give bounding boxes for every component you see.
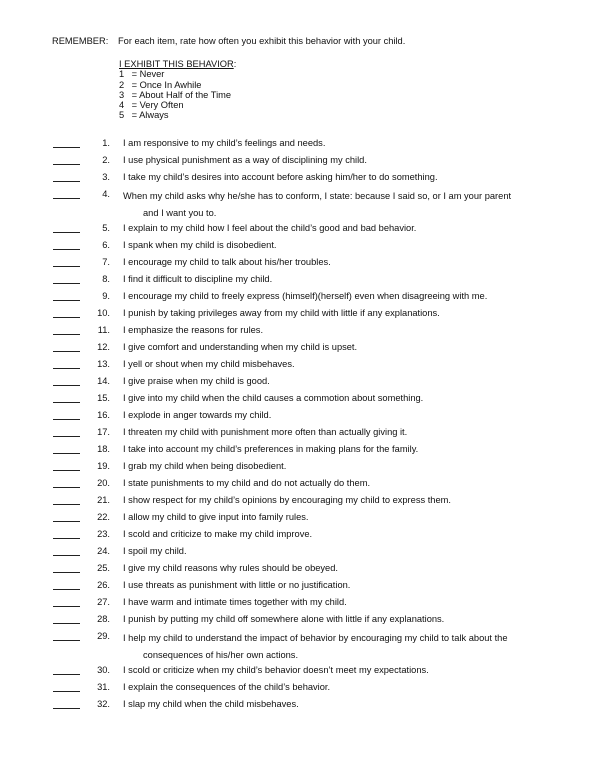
question-row	[0, 240, 600, 254]
question-number: 13.	[97, 359, 110, 369]
question-row	[0, 546, 600, 560]
question-text-line: I emphasize the reasons for rules.	[123, 325, 264, 335]
question-text	[123, 512, 309, 522]
question-text-line: I punish by putting my child off somewhere alone with little if any explanations.	[123, 614, 445, 624]
question-row	[0, 376, 600, 390]
question-number: 14.	[97, 376, 110, 386]
question-text-line: I scold or criticize when my child’s behavior doesn’t meet my expectations.	[123, 665, 429, 675]
question-row	[0, 393, 600, 407]
question-text-line: I encourage my child to talk about his/her troubles.	[123, 257, 331, 267]
question-row	[0, 614, 600, 628]
question-number: 9.	[102, 291, 110, 301]
question-text-line: I am responsive to my child’s feelings and needs.	[123, 138, 326, 148]
question-number: 21.	[97, 495, 110, 505]
answer-blank[interactable]	[53, 538, 80, 539]
question-number: 12.	[97, 342, 110, 352]
question-number: 26.	[97, 580, 110, 590]
answer-blank[interactable]	[53, 504, 80, 505]
scale-option-label: = Once In Awhile	[131, 79, 202, 90]
question-text	[123, 138, 325, 148]
question-row	[0, 597, 600, 611]
question-text-line: I state punishments to my child and do not actually do them.	[123, 478, 371, 488]
question-row	[0, 189, 600, 218]
question-row	[0, 665, 600, 679]
question-number: 5.	[102, 223, 110, 233]
question-text	[123, 410, 271, 420]
question-text-line: I encourage my child to freely express (himself)(herself) even when disagreeing with me.	[123, 291, 488, 301]
question-row	[0, 631, 600, 660]
answer-blank[interactable]	[53, 300, 80, 301]
question-number: 6.	[102, 240, 110, 250]
question-text	[123, 308, 440, 318]
question-row	[0, 529, 600, 543]
question-row	[0, 138, 600, 152]
remember-label: REMEMBER:	[52, 36, 109, 46]
question-row	[0, 478, 600, 492]
question-row	[0, 223, 600, 237]
question-number: 1.	[102, 138, 110, 148]
answer-blank[interactable]	[53, 368, 80, 369]
question-row	[0, 495, 600, 509]
scale-option-label: = Never	[131, 69, 165, 80]
answer-blank[interactable]	[53, 419, 80, 420]
question-text-line: I explain the consequences of the child’s behavior.	[123, 682, 331, 692]
rating-scale-colon: :	[233, 59, 237, 69]
answer-blank[interactable]	[53, 487, 80, 488]
question-text-line: I allow my child to give input into family rules.	[123, 512, 309, 522]
answer-blank[interactable]	[53, 453, 80, 454]
answer-blank[interactable]	[53, 589, 80, 590]
answer-blank[interactable]	[53, 181, 80, 182]
question-number: 7.	[102, 257, 110, 267]
answer-blank[interactable]	[53, 283, 80, 284]
answer-blank[interactable]	[53, 385, 80, 386]
question-text-line: I show respect for my child’s opinions by encouraging my child to express them.	[123, 495, 451, 505]
question-number: 25.	[97, 563, 110, 573]
scale-option-label: = About Half of the Time	[131, 89, 232, 100]
answer-blank[interactable]	[53, 249, 80, 250]
question-text	[123, 614, 444, 624]
question-row	[0, 563, 600, 577]
answer-blank[interactable]	[53, 266, 80, 267]
question-row	[0, 444, 600, 458]
question-row	[0, 682, 600, 696]
question-row	[0, 291, 600, 305]
question-row	[0, 308, 600, 322]
question-number: 22.	[97, 512, 110, 522]
question-text	[123, 240, 276, 250]
question-text-continuation: consequences of his/her own actions.	[143, 650, 299, 660]
question-row	[0, 512, 600, 526]
question-text	[123, 393, 423, 403]
answer-blank[interactable]	[53, 623, 80, 624]
question-text	[123, 478, 370, 488]
question-row	[0, 580, 600, 594]
question-text	[123, 155, 367, 165]
scale-option-number: 5	[119, 110, 125, 121]
question-row	[0, 359, 600, 373]
answer-blank[interactable]	[53, 147, 80, 148]
question-text-line: I threaten my child with punishment more often than actually giving it.	[123, 427, 408, 437]
question-number: 31.	[97, 682, 110, 692]
scale-option-number: 4	[119, 100, 125, 111]
question-number: 15.	[97, 393, 110, 403]
question-text	[123, 665, 429, 675]
question-number: 24.	[97, 546, 110, 556]
question-text-line: I use threats as punishment with little or no justification.	[123, 580, 351, 590]
question-row	[0, 172, 600, 186]
question-text-continuation: and I want you to.	[143, 208, 217, 218]
question-number: 17.	[97, 427, 110, 437]
question-text	[123, 529, 312, 539]
question-number: 2.	[102, 155, 110, 165]
question-text-line: I take my child’s desires into account before asking him/her to do something.	[123, 172, 438, 182]
answer-blank[interactable]	[53, 402, 80, 403]
question-row	[0, 325, 600, 339]
question-number: 8.	[102, 274, 110, 284]
question-text-line: I help my child to understand the impact of behavior by encouraging my child to talk about the	[123, 633, 508, 643]
question-text	[123, 376, 270, 386]
question-row	[0, 699, 600, 713]
question-row	[0, 155, 600, 169]
answer-blank[interactable]	[53, 317, 80, 318]
answer-blank[interactable]	[53, 436, 80, 437]
question-text-line: I give my child reasons why rules should be obeyed.	[123, 563, 338, 573]
answer-blank[interactable]	[53, 351, 80, 352]
question-text-line: I explode in anger towards my child.	[123, 410, 272, 420]
question-text-line: I give comfort and understanding when my child is upset.	[123, 342, 358, 352]
answer-blank[interactable]	[53, 470, 80, 471]
answer-blank[interactable]	[53, 708, 80, 709]
question-number: 27.	[97, 597, 110, 607]
question-text	[123, 291, 487, 301]
question-text-line: I spoil my child.	[123, 546, 187, 556]
question-text-line: I find it difficult to discipline my child.	[123, 274, 273, 284]
question-row	[0, 274, 600, 288]
question-text	[123, 325, 263, 335]
question-row	[0, 461, 600, 475]
question-number: 28.	[97, 614, 110, 624]
answer-blank[interactable]	[53, 521, 80, 522]
answer-blank[interactable]	[53, 572, 80, 573]
question-text	[123, 682, 330, 692]
answer-blank[interactable]	[53, 164, 80, 165]
answer-blank[interactable]	[53, 555, 80, 556]
scale-option-number: 2	[119, 79, 125, 90]
answer-blank[interactable]	[53, 606, 80, 607]
question-text	[123, 461, 286, 471]
scale-option-label: = Always	[131, 110, 169, 121]
question-text	[123, 188, 543, 222]
question-text-line: I grab my child when being disobedient.	[123, 461, 287, 471]
answer-blank[interactable]	[53, 198, 80, 199]
question-text	[123, 546, 187, 556]
answer-blank[interactable]	[53, 232, 80, 233]
answer-blank[interactable]	[53, 674, 80, 675]
question-text-line: I take into account my child’s preferences in making plans for the family.	[123, 444, 419, 454]
question-text	[123, 223, 416, 233]
rating-scale-title: I EXHIBIT THIS BEHAVIOR	[119, 59, 234, 69]
question-text	[123, 444, 418, 454]
question-number: 19.	[97, 461, 110, 471]
scale-option-label: = Very Often	[131, 100, 184, 111]
question-row	[0, 427, 600, 441]
question-number: 10.	[97, 308, 110, 318]
question-text	[123, 580, 350, 590]
question-text	[123, 342, 357, 352]
answer-blank[interactable]	[53, 640, 80, 641]
scale-option-number: 1	[119, 69, 125, 80]
question-number: 20.	[97, 478, 110, 488]
question-number: 32.	[97, 699, 110, 709]
answer-blank[interactable]	[53, 691, 80, 692]
question-text-line: When my child asks why he/she has to conform, I state: because I said so, or I am your parent	[123, 191, 512, 201]
question-number: 16.	[97, 410, 110, 420]
question-row	[0, 257, 600, 271]
question-text-line: I give praise when my child is good.	[123, 376, 270, 386]
question-number: 29.	[97, 631, 110, 641]
question-text	[123, 563, 338, 573]
question-text	[123, 630, 543, 664]
question-text	[123, 495, 451, 505]
question-text-line: I scold and criticize to make my child improve.	[123, 529, 313, 539]
question-row	[0, 410, 600, 424]
question-number: 3.	[102, 172, 110, 182]
question-text-line: I give into my child when the child causes a commotion about something.	[123, 393, 424, 403]
question-number: 18.	[97, 444, 110, 454]
question-text	[123, 427, 407, 437]
question-text-line: I yell or shout when my child misbehaves.	[123, 359, 295, 369]
answer-blank[interactable]	[53, 334, 80, 335]
scale-option-number: 3	[119, 89, 125, 100]
question-row	[0, 342, 600, 356]
question-text	[123, 172, 438, 182]
question-text-line: I spank when my child is disobedient.	[123, 240, 277, 250]
question-text	[123, 699, 299, 709]
question-text	[123, 257, 331, 267]
question-text	[123, 274, 272, 284]
question-number: 23.	[97, 529, 110, 539]
question-text-line: I punish by taking privileges away from my child with little if any explanations.	[123, 308, 440, 318]
question-text-line: I explain to my child how I feel about the child’s good and bad behavior.	[123, 223, 417, 233]
question-text	[123, 597, 347, 607]
question-text	[123, 359, 295, 369]
question-text-line: I use physical punishment as a way of disciplining my child.	[123, 155, 367, 165]
question-text-line: I have warm and intimate times together with my child.	[123, 597, 347, 607]
question-number: 11.	[97, 325, 110, 335]
question-number: 4.	[102, 189, 110, 199]
instruction-text: For each item, rate how often you exhibit this behavior with your child.	[118, 36, 406, 46]
question-number: 30.	[97, 665, 110, 675]
question-text-line: I slap my child when the child misbehaves.	[123, 699, 299, 709]
